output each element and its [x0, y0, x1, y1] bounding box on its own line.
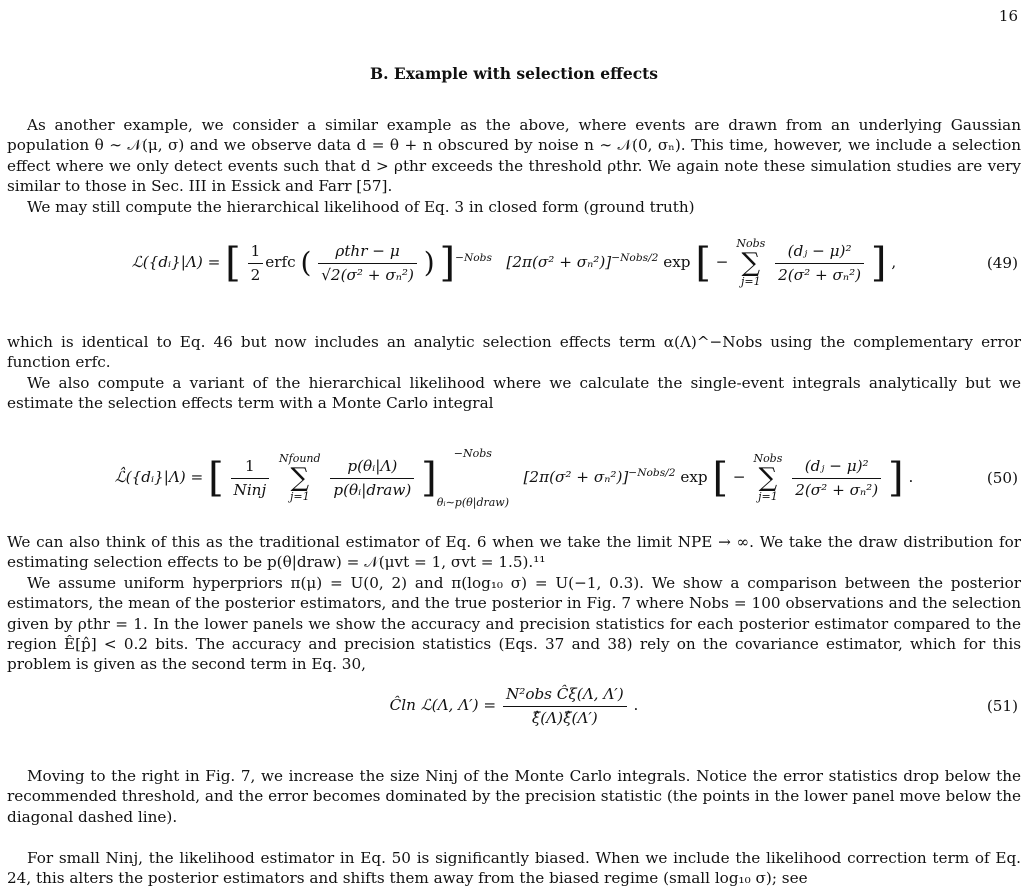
section-heading: B. Example with selection effects — [369, 64, 659, 83]
eq49-lhs: ℒ({dᵢ}|Λ) = — [131, 253, 221, 271]
eq50-mid: [2π(σ² + σₙ²)] — [523, 468, 629, 486]
equation-number-51: (51) — [986, 696, 1018, 715]
eq50-exp1: −Nobs — [453, 447, 492, 460]
eq49-exp: exp — [663, 253, 691, 271]
paragraph-1: As another example, we consider a similar example as the above, where events are drawn from an underlying Gaussian population θ ∼ 𝒩(μ, σ) and we observe data d = θ + n obscured by noise n ∼ 𝒩(0, σₙ). This time, however, we include a selection effect where we only detect events such that d > ρthr exceeds the threshold ρthr. We again note these simulation studies are very similar to those in Sec. III in Essick and Farr [57]. — [7, 116, 1021, 195]
equation-50: ℒ̂({dᵢ}|Λ) = [ $\frac{1}{\text{Ninj}}$ Nfound ∑ j=1 $\frac{\text{p(θᵢ|Λ)}}{\text{p(θᵢ|draw)}}$ ] −Nobs θᵢ∼p(θ|draw) $[2\pi(\sigma^2 + \sigma_n^2)]^{-Nobs/2}$ exp [ − Nobs ∑ j=1 $\frac{\text{(dⱼ − μ)²}}{\text{2(σ² + σₙ²)}}$ ] . (50) — [114, 447, 1018, 509]
eq50-minus: − — [732, 468, 746, 486]
paragraph-6: We assume uniform hyperpriors π(μ) = U(0, 2) and π(log₁₀ σ) = U(−1, 0.3). We show a comparison between the posterior estimators, the mean of the posterior estimators, and the true posterior in Fig. 7 where Nobs = 100 observations and the selection given by ρthr = 1. In the lower panels we show the accuracy and precision statistics for each posterior estimator compared to the region Ê[p̂] < 0.2 bits. The accuracy and precision statistics (Eqs. 37 and 38) rely on the covariance estimator, which for this problem is given as the second term in Eq. 30, — [7, 574, 1021, 674]
paragraph-3: which is identical to Eq. 46 but now includes an analytic selection effects term α(Λ)^−Nobs using the complementary error function erfc. — [7, 333, 1021, 372]
eq49-mid: [2π(σ² + σₙ²)] — [506, 253, 612, 271]
eq50-weight: $\frac{\text{p(θᵢ|Λ)}}{\text{p(θᵢ|draw)}}$ — [330, 456, 414, 500]
eq49-half: $\frac{1}{2}$ — [248, 241, 264, 285]
paragraph-8: For small Ninj, the likelihood estimator in Eq. 50 is significantly biased. When we include the likelihood correction term of Eq. 24, this alters the posterior estimators and shifts them away from the biased regime (small log₁₀ σ); see — [7, 849, 1021, 888]
paragraph-7: Moving to the right in Fig. 7, we increase the size Ninj of the Monte Carlo integrals. Notice the error statistics drop below the recommended threshold, and the error becomes dominated by the precision statistic (the points in the lower panel move below the diagonal dashed line). — [7, 767, 1021, 826]
paragraph-4: We also compute a variant of the hierarchical likelihood where we calculate the single-event integrals analytically but we estimate the selection effects term with a Monte Carlo integral — [7, 374, 1021, 413]
eq49-sum: Nobs ∑ j=1 — [736, 237, 766, 288]
eq50-inv-ninj: $\frac{1}{\text{Ninj}}$ — [231, 456, 270, 500]
eq50-fraction: $\frac{\text{(dⱼ − μ)²}}{\text{2(σ² + σₙ²)}}$ — [792, 456, 881, 500]
eq49-minus: − — [715, 253, 729, 271]
eq49-exp1: −Nobs — [455, 250, 492, 264]
eq50-exp: exp — [680, 468, 708, 486]
eq50-sum2: Nobs ∑ j=1 — [753, 452, 783, 503]
paragraph-5: We can also think of this as the traditional estimator of Eq. 6 when we take the limit NPE → ∞. We take the draw distribution for estimating selection effects to be p(θ|draw) = 𝒩(μvt = 1, σvt = 1.5).¹¹ — [7, 533, 1021, 572]
eq51-fraction: $\frac{\text{N²obs Ĉξ(Λ, Λ′)}}{\xî(\Lambda)\xî(\Lambda')}$ — [503, 684, 627, 728]
eq49-erfc: erfc — [265, 253, 296, 271]
eq50-subscript: θᵢ∼p(θ|draw) — [436, 496, 510, 509]
eq51-tail: . — [633, 696, 639, 714]
eq50-exp2: −Nobs/2 — [628, 465, 676, 479]
eq50-sum: Nfound ∑ j=1 — [279, 452, 321, 503]
eq49-tail: , — [891, 253, 897, 271]
eq51-lhs: Ĉln ℒ(Λ, Λ′) = — [389, 696, 497, 714]
eq49-exp2: −Nobs/2 — [611, 250, 659, 264]
eq49-fraction: $\frac{\text{(dⱼ − μ)²}}{\text{2(σ² + σₙ²)}}$ — [775, 241, 864, 285]
eq50-tail: . — [908, 468, 914, 486]
page-number: 16 — [998, 7, 1018, 25]
paragraph-2: We may still compute the hierarchical likelihood of Eq. 3 in closed form (ground truth) — [27, 198, 695, 216]
equation-number-50: (50) — [986, 468, 1018, 487]
equation-number-49: (49) — [986, 253, 1018, 272]
eq50-lhs: ℒ̂({dᵢ}|Λ) = — [114, 468, 204, 486]
equation-51 — [0, 676, 1028, 736]
equation-49: ℒ({dᵢ}|Λ) = [ $\frac{1}{2}$ erfc ( $\frac{\text{ρthr − μ}}{\text{√2(σ² + σₙ²)}}$ ) ]$^{-Nobs}$ $[2\pi(\sigma^2 + \sigma_n^2)]^{-Nobs/2}$ exp [ − Nobs ∑ j=1 $\frac{\text{(dⱼ − μ)²}}{\text{2(σ² + σₙ²)}}$ ] , (49) — [131, 237, 1018, 288]
eq49-erfc-arg: $\frac{\text{ρthr − μ}}{\text{√2(σ² + σₙ²)}}$ — [318, 241, 417, 285]
